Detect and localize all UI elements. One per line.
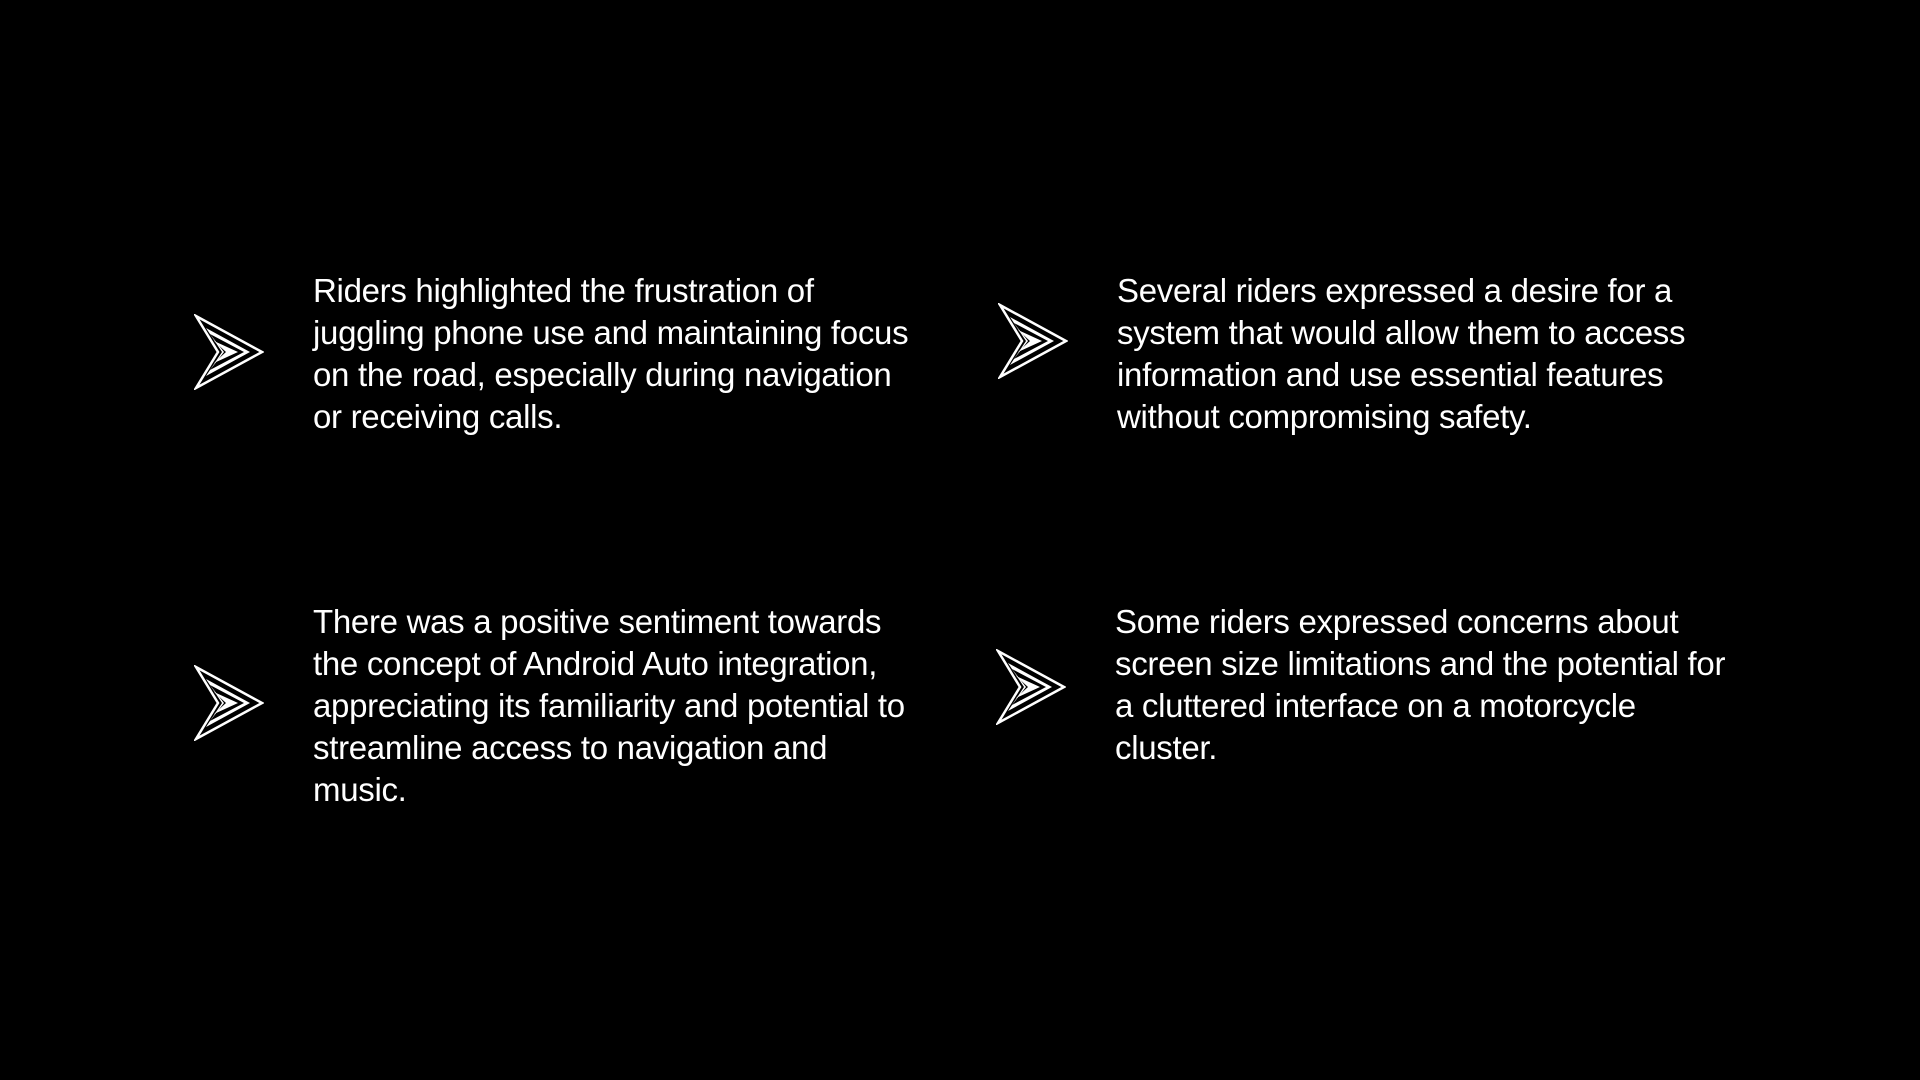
four-point-star-arrow-icon bbox=[996, 649, 1066, 725]
insight-text: There was a positive sentiment towards the concept of Android Auto integration, appreciating its familiarity and potential to streamline access to navigation and music. bbox=[313, 603, 905, 808]
insight-text: Riders highlighted the frustration of juggling phone use and maintaining focus on the road, especially during navigation or receiving calls. bbox=[313, 272, 909, 435]
insight-text: Some riders expressed concerns about screen size limitations and the potential for a cluttered interface on a motorcycle cluster. bbox=[1115, 603, 1726, 766]
four-point-star-arrow-icon bbox=[194, 665, 264, 741]
four-point-star-arrow-icon bbox=[998, 303, 1068, 379]
four-point-star-arrow-icon bbox=[194, 314, 264, 390]
insight-text: Several riders expressed a desire for a system that would allow them to access information and use essential features without compromising safety. bbox=[1117, 272, 1686, 435]
